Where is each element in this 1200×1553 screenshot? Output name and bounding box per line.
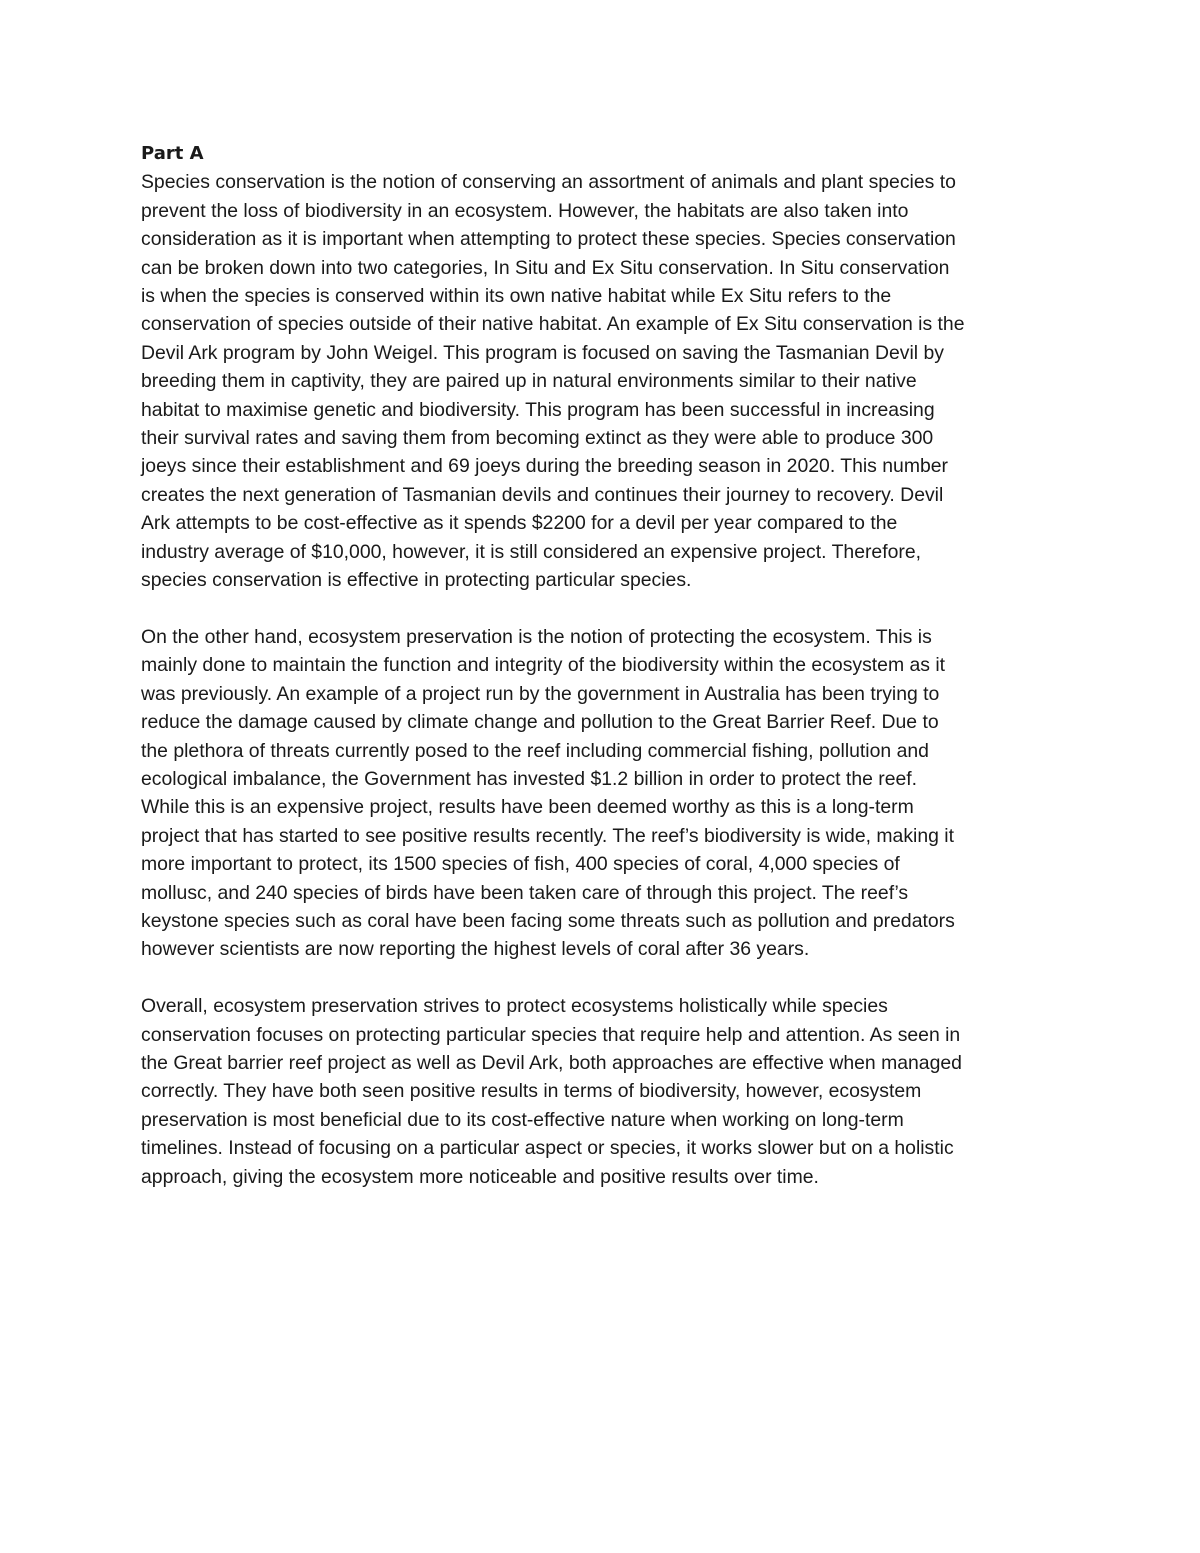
text-line: the plethora of threats currently posed to the reef including commercial fishing, pollution and <box>141 739 929 762</box>
text-line: is when the species is conserved within its own native habitat while Ex Situ refers to the <box>141 285 892 308</box>
text-line: Species conservation is the notion of conserving an assortment of animals and plant species to <box>141 171 956 194</box>
text-line: consideration as it is important when attempting to protect these species. Species conservation <box>141 228 956 251</box>
paragraph-2 <box>141 623 1066 964</box>
text-line: prevent the loss of biodiversity in an ecosystem. However, the habitats are also taken into <box>141 199 909 222</box>
text-line: can be broken down into two categories, In Situ and Ex Situ conservation. In Situ conservation <box>141 256 950 279</box>
text-line: more important to protect, its 1500 species of fish, 400 species of coral, 4,000 species of <box>141 853 900 876</box>
paragraph-3 <box>141 992 1066 1191</box>
text-line: the Great barrier reef project as well as Devil Ark, both approaches are effective when managed <box>141 1051 962 1074</box>
document-body <box>141 140 1066 1191</box>
paragraphs-container <box>141 168 1066 1191</box>
text-line: Overall, ecosystem preservation strives to protect ecosystems holistically while species <box>141 995 888 1018</box>
text-line: industry average of $10,000, however, it is still considered an expensive project. Therefore, <box>141 540 922 563</box>
text-line: was previously. An example of a project run by the government in Australia has been trying to <box>141 682 940 705</box>
text-line: Devil Ark program by John Weigel. This program is focused on saving the Tasmanian Devil by <box>141 341 944 364</box>
text-line: ecological imbalance, the Government has invested $1.2 billion in order to protect the reef. <box>141 767 918 790</box>
text-line: correctly. They have both seen positive results in terms of biodiversity, however, ecosystem <box>141 1080 922 1103</box>
text-line: keystone species such as coral have been facing some threats such as pollution and predators <box>141 909 955 932</box>
text-line: timelines. Instead of focusing on a particular aspect or species, it works slower but on a holistic <box>141 1137 954 1160</box>
text-line: breeding them in captivity, they are paired up in natural environments similar to their native <box>141 370 917 393</box>
text-line: creates the next generation of Tasmanian devils and continues their journey to recovery. Devil <box>141 483 944 506</box>
text-line: their survival rates and saving them from becoming extinct as they were able to produce 300 <box>141 427 934 450</box>
text-line: Ark attempts to be cost-effective as it spends $2200 for a devil per year compared to the <box>141 512 898 535</box>
text-line: mollusc, and 240 species of birds have been taken care of through this project. The reef’s <box>141 881 909 904</box>
text-line: mainly done to maintain the function and integrity of the biodiversity within the ecosystem as it <box>141 654 946 677</box>
paragraph-1 <box>141 168 1066 594</box>
text-line: On the other hand, ecosystem preservation is the notion of protecting the ecosystem. This is <box>141 625 932 648</box>
text-line: project that has started to see positive results recently. The reef’s biodiversity is wide, making it <box>141 824 954 847</box>
text-line: conservation focuses on protecting particular species that require help and attention. As seen in <box>141 1023 961 1046</box>
text-line: While this is an expensive project, results have been deemed worthy as this is a long-term <box>141 796 914 819</box>
text-line: conservation of species outside of their native habitat. An example of Ex Situ conservation is the <box>141 313 965 336</box>
text-line: reduce the damage caused by climate change and pollution to the Great Barrier Reef. Due to <box>141 711 939 734</box>
section-heading: Part A <box>141 143 204 164</box>
text-line: approach, giving the ecosystem more noticeable and positive results over time. <box>141 1165 819 1188</box>
text-line: however scientists are now reporting the highest levels of coral after 36 years. <box>141 938 810 961</box>
text-line: habitat to maximise genetic and biodiversity. This program has been successful in increasing <box>141 398 935 421</box>
text-line: preservation is most beneficial due to its cost-effective nature when working on long-term <box>141 1108 904 1131</box>
text-line: joeys since their establishment and 69 joeys during the breeding season in 2020. This number <box>141 455 949 478</box>
text-line: species conservation is effective in protecting particular species. <box>141 569 692 592</box>
